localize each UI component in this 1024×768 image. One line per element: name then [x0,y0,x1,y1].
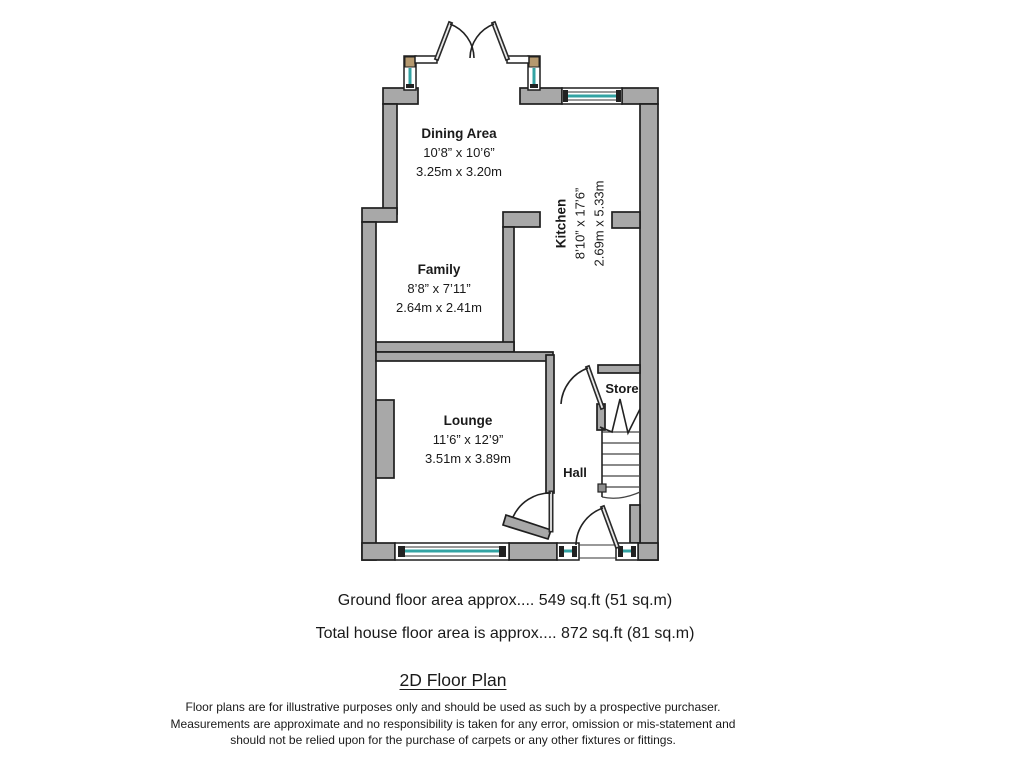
room-dims-ft: 10’8” x 10’6” [423,145,495,160]
page-title: 2D Floor Plan [399,670,507,690]
disclaimer-line: Floor plans are for illustrative purposes only and should be used as such by a prospective purchaser. [185,700,721,714]
wall-bottom-left [362,543,395,560]
room-label-hall [545,465,605,480]
disclaimer-line: Measurements are approximate and no responsibility is taken for any error, omission or mis-statement and [170,716,736,731]
wall-stub-right [612,212,640,228]
room-dims-m: 2.64m x 2.41m [396,300,482,315]
wall-top-mid [520,88,562,104]
wall-store-top [598,365,640,373]
room-label-kitchen [552,159,609,289]
chimney-breast [376,400,394,478]
room-dims-m: 3.25m x 3.20m [416,164,502,179]
room-name: Kitchen [553,198,569,249]
wall-bottom-right [638,543,658,560]
room-label-store [600,381,644,396]
stair-break-line [600,399,640,433]
front-door-icon [576,508,617,558]
ground-floor-area-text: Ground floor area approx.... 549 sq.ft (51 sq.m) [337,592,673,609]
wall-lounge-top [376,352,553,361]
room-name: Store [605,381,639,396]
footer [0,670,906,749]
total-floor-area-text: Total house floor area is approx.... 872 sq.ft (81 sq.m) [315,625,695,642]
window-lounge-bottom [395,543,509,560]
door-frame-right [507,56,529,63]
room-dims-ft: 8’8” x 7’11” [407,281,471,296]
wall-under-stairs [630,505,640,543]
stair-newel [598,484,606,492]
window-kitchen-top [562,88,622,104]
door-frame-left [415,56,437,63]
room-dims-m: 2.69m x 5.33m [591,180,607,267]
wall-stub-divider [503,212,540,227]
room-label-dining [389,124,529,181]
window-hall-left [557,543,579,560]
window-vestibule-right [528,56,540,90]
room-name: Dining Area [421,126,497,141]
wall-bottom-mid [509,543,557,560]
wall-right-main [640,104,658,560]
room-dims-ft: 8’10” x 17’6” [572,187,588,260]
room-name: Family [417,262,461,277]
wall-left-step [362,208,397,222]
french-doors-icon [437,24,507,58]
room-name: Hall [563,465,587,480]
wall-top-right [622,88,658,104]
disclaimer [0,699,906,749]
room-dims-ft: 11’6” x 12’9” [432,432,504,447]
room-name: Lounge [443,413,493,428]
window-vestibule-left [404,56,416,90]
room-label-lounge [398,411,538,468]
wall-lounge-chamfer [503,515,551,539]
kitchen-door-icon [561,368,602,407]
room-label-family [369,260,509,317]
wall-family-bottom [376,342,514,352]
room-dims-m: 3.51m x 3.89m [425,451,511,466]
disclaimer-line: should not be relied upon for the purchase of carpets or any other fixtures or fittings. [230,733,676,747]
